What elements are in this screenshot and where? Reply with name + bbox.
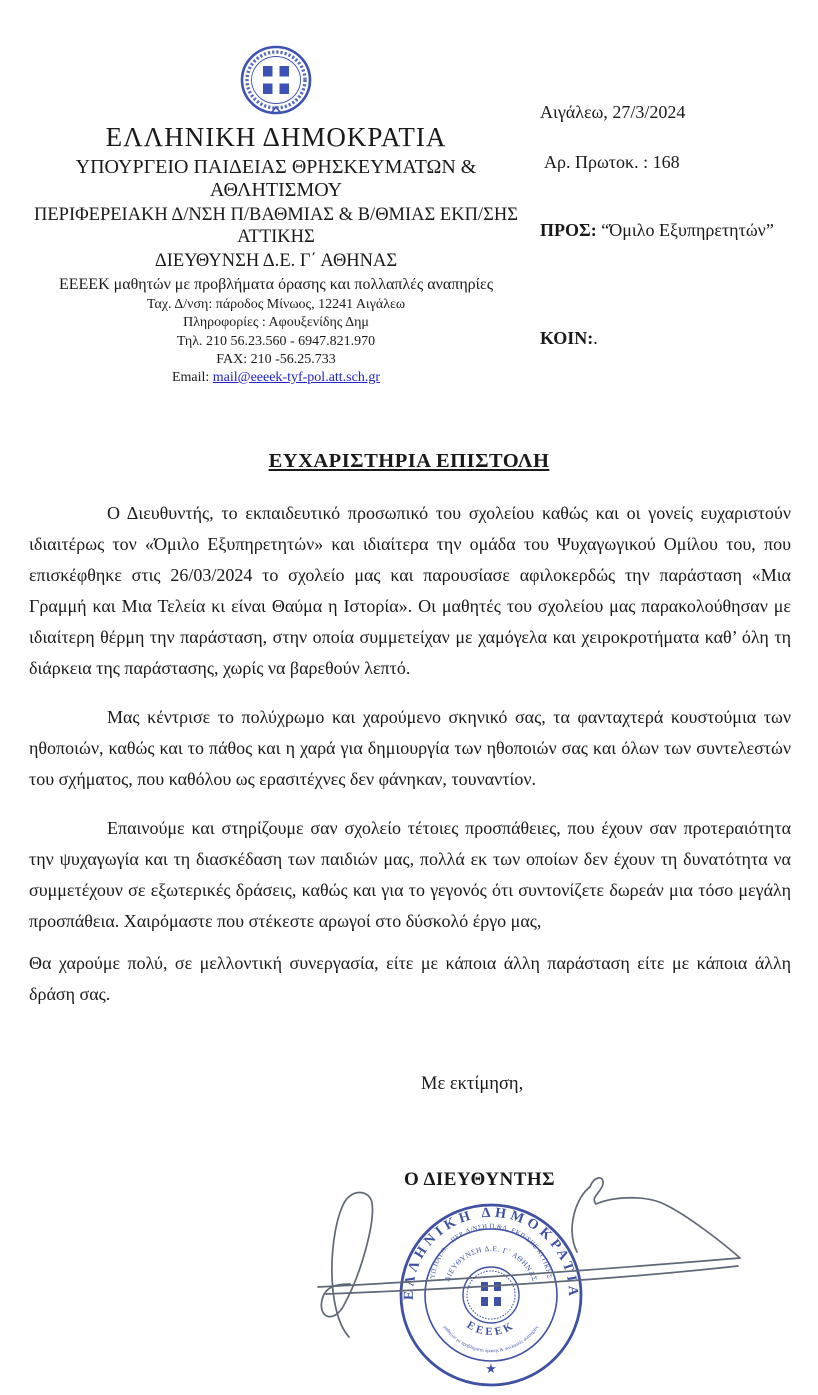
protocol-number: Αρ. Πρωτοκ. : 168 — [544, 152, 680, 172]
contact-block — [28, 296, 524, 385]
recipient-line — [540, 220, 774, 241]
paragraph-4: Θα χαρούμε πολύ, σε μελλοντική συνεργασία, είτε με κάποια άλλη παράσταση είτε με κάποια άλλη δράση σας. — [29, 953, 791, 1004]
contact-fax: FAX: 210 -56.25.733 — [216, 351, 336, 367]
official-round-stamp-icon — [391, 1195, 591, 1395]
stamp-school-text: ΕΕΕΕΚ — [464, 1319, 518, 1339]
letter-body — [29, 498, 791, 1028]
contact-email-line — [28, 369, 524, 386]
cc-line — [540, 328, 598, 349]
contact-phone: Τηλ. 210 56.23.560 - 6947.821.970 — [176, 333, 376, 349]
stamp-ring2-text: ΔΙΕΥΘΥΝΣΗ Δ.Ε. Γ΄ ΑΘΗΝΑΣ — [442, 1243, 540, 1283]
paragraph-3: Επαινούμε και στηρίζουμε σαν σχολείο τέτοιες προσπάθειες, που έχουν σαν προτεραιότητα την ψυχαγωγία και τη διασκέδαση των παιδιών μας, πολλά εκ των οποίων δεν έχουν τη δυνατότητα να συμμετέχουν σε εξωτερικές δράσεις, καθώς και για το γεγονός ότι συντονίζετε δωρεάν μια τόσο μεγάλη προσπάθεια. Χαιρόμαστε που στέκεστε αρωγοί στο δύσκολό έργο μας, — [29, 818, 791, 931]
closing-phrase: Με εκτίμηση, — [421, 1074, 524, 1094]
recipient-label: ΠΡΟΣ: — [540, 220, 597, 240]
org-direction-line: ΔΙΕΥΘΥΝΣΗ Δ.Ε. Γ΄ ΑΘΗΝΑΣ — [154, 250, 398, 271]
greek-national-emblem-icon — [239, 44, 313, 118]
org-regional-line: ΠΕΡΙΦΕΡΕΙΑΚΗ Δ/ΝΣΗ Π/ΒΑΘΜΙΑΣ & Β/ΘΜΙΑΣ ΕΚΠ/ΣΗΣ ΑΤΤΙΚΗΣ — [34, 205, 518, 247]
paragraph-2: Μας κέντρισε το πολύχρωμο και χαρούμενο σκηνικό σας, τα φανταχτερά κουστούμια των ηθοποιών, καθώς και το πάθος και η χαρά για δημιουργία των ηθοποιών σας και όλων των συντελεστών του σχήματος, που καθόλου ως ερασιτέχνες δεν φάνηκαν, τουναντίον. — [29, 707, 791, 789]
svg-text:ΕΕΕΕΚ — [465, 1319, 518, 1338]
stamp-center-emblem-icon — [481, 1282, 501, 1306]
cc-value: . — [593, 328, 598, 348]
stamp-outer-text: ΕΛΛΗΝΙΚΗ ΔΗΜΟΚΡΑΤΙΑ — [401, 1205, 581, 1301]
letterhead — [28, 44, 524, 386]
contact-info: Πληροφορίες : Αφουξενίδης Δημ — [183, 315, 369, 331]
org-ministry-line: ΥΠΟΥΡΓΕΙΟ ΠΑΙΔΕΙΑΣ ΘΡΗΣΚΕΥΜΑΤΩΝ & ΑΘΛΗΤΙΣΜΟΥ — [75, 155, 477, 202]
stamp-star: ★ — [485, 1361, 497, 1376]
org-school-line: ΕΕΕΕΚ μαθητών με προβλήματα όρασης και πολλαπλές αναπηρίες — [58, 275, 494, 293]
stamp-sub-text: μαθητών με προβλήματα όρασης & πολλαπλές αναπηρίες — [442, 1325, 540, 1355]
stamp-ring1-text: ΥΠ.ΠΑΙ.Θ. - ΠΕΡ. Δ/ΝΣΗ Π.&Δ. ΕΚΠ/ΣΗΣ ΑΤΤΙΚΗΣ — [429, 1223, 553, 1280]
email-label: Email: — [171, 369, 213, 385]
org-republic-line: ΕΛΛΗΝΙΚΗ ΔΗΜΟΚΡΑΤΙΑ — [105, 122, 447, 152]
letter-title: ΕΥΧΑΡΙΣΤΗΡΙΑ ΕΠΙΣΤΟΛΗ — [268, 450, 550, 472]
contact-address: Ταχ. Δ/νση: πάροδος Μίνωος, 12241 Αιγάλεω — [146, 297, 406, 313]
paragraph-1: Ο Διευθυντής, το εκπαιδευτικό προσωπικό του σχολείου καθώς και οι γονείς ευχαριστούν ιδιαιτέρως τον «Όμιλο Εξυπηρετητών» και ιδιαίτερα την ομάδα του Ψυχαγωγικού Ομίλου του, που επισκέφθηκε στις 26/03/2024 το σχολείο μας και παρουσίασε αφιλοκερδώς την παράσταση «Μια Γραμμή και Μια Τελεία κι είναι Θαύμα η Ιστορία». Οι μαθητές του σχολείου μας παρακολούθησαν με ιδιαίτερη θέρμη την παράσταση, στην οποία συμμετείχαν με χαμόγελα και χειροκροτήματα καθ’ όλη τη διάρκεια της παράστασης, χωρίς να βαρεθούν λεπτό. — [29, 503, 791, 678]
place-date: Αιγάλεω, 27/3/2024 — [540, 102, 686, 122]
signer-role: Ο ΔΙΕΥΘΥΝΤΗΣ — [404, 1169, 556, 1190]
cc-label: ΚΟΙΝ: — [540, 328, 594, 348]
svg-text:ΔΙΕΥΘΥΝΣΗ Δ.Ε. Γ΄ ΑΘΗΝΑΣ — [442, 1244, 539, 1283]
recipient-value: “Όμιλο Εξυπηρετητών” — [596, 220, 774, 240]
email-link[interactable]: mail@eeeek-tyf-pol.att.sch.gr — [212, 369, 381, 385]
